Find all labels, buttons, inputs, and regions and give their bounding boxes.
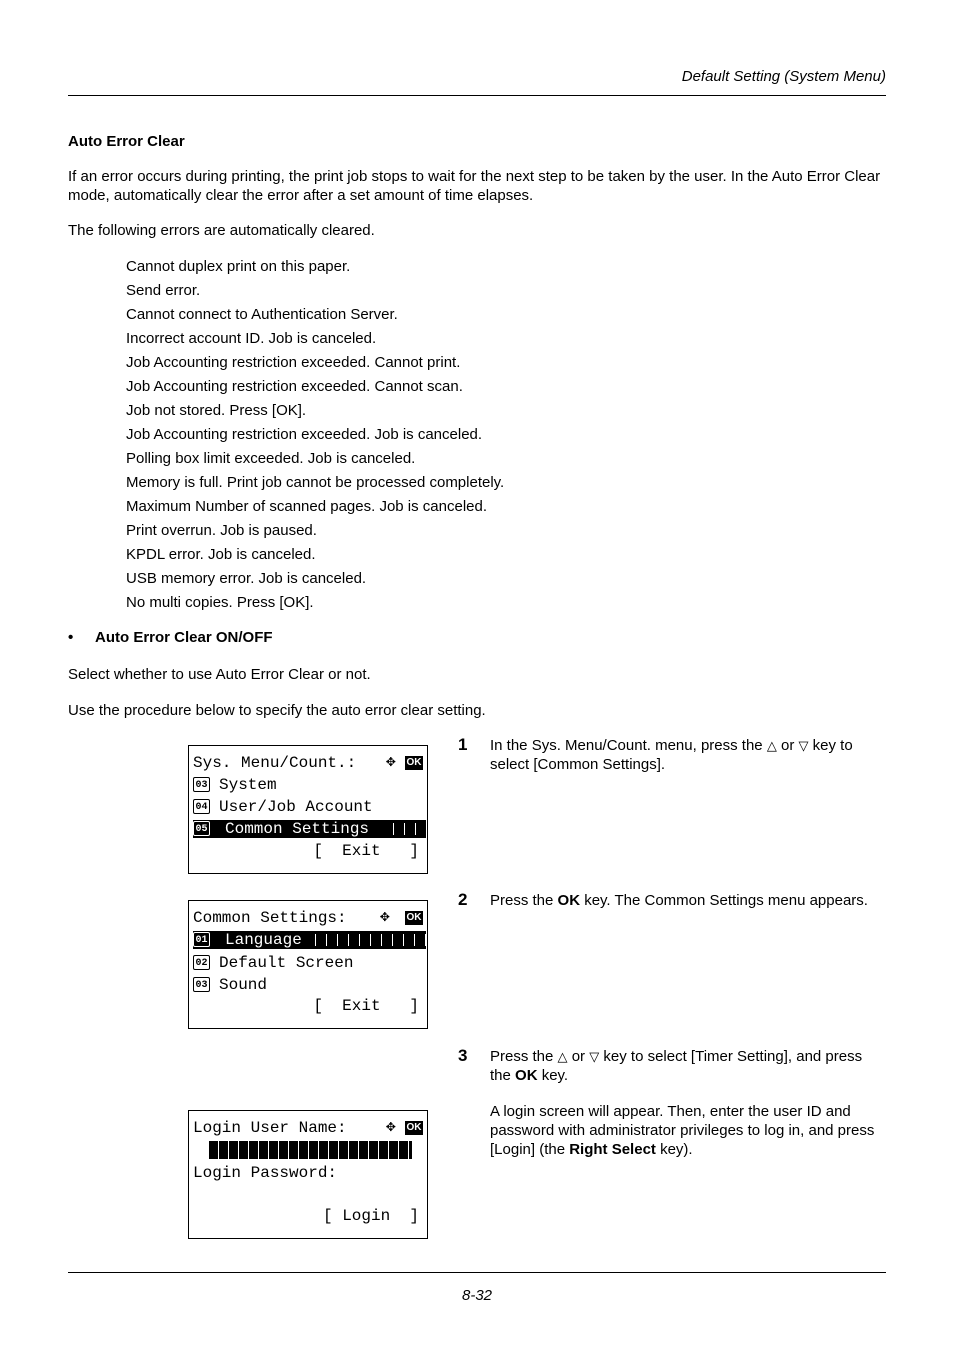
list-item: Cannot duplex print on this paper.: [126, 258, 351, 275]
menu-item: [193, 953, 353, 973]
step-text-part: or: [567, 1048, 590, 1065]
list-item: Maximum Number of scanned pages. Job is canceled.: [126, 498, 488, 515]
ok-icon: OK: [406, 1122, 422, 1133]
list-item: Send error.: [126, 282, 201, 299]
exit-softkey: [ Exit ]: [313, 842, 419, 860]
menu-item-selected: [193, 931, 426, 949]
step-text: [490, 891, 886, 910]
step-number: 3: [458, 1046, 468, 1065]
ok-icon: OK: [406, 912, 422, 923]
menu-item-selected: [193, 820, 426, 838]
step-text-bold: OK: [515, 1067, 538, 1084]
step-text: [490, 736, 886, 774]
menu-item-label: Default Screen: [219, 954, 354, 972]
cross-arrows-icon: ✥: [386, 753, 396, 771]
menu-item: [193, 975, 267, 995]
list-item: Job not stored. Press [OK].: [126, 402, 307, 419]
screen-title: Common Settings:: [193, 909, 347, 927]
menu-item-label: User/Job Account: [219, 798, 373, 816]
step-note-part: key).: [655, 1141, 693, 1158]
exit-softkey: [ Exit ]: [313, 997, 419, 1015]
item-number-icon: 04: [193, 799, 210, 814]
list-item: Job Accounting restriction exceeded. Job is canceled.: [126, 426, 483, 443]
select-paragraph: Select whether to use Auto Error Clear or not.: [68, 666, 371, 683]
step-text-part: Press the: [490, 1048, 558, 1065]
down-arrow-icon: ▽: [798, 738, 809, 753]
step-text-part: or: [776, 737, 799, 754]
list-item: KPDL error. Job is canceled.: [126, 546, 316, 563]
item-number-icon: 03: [193, 777, 210, 792]
menu-item-label: System: [219, 776, 277, 794]
item-number-icon: 01: [193, 932, 210, 947]
bullet-glyph: •: [68, 629, 74, 646]
header-rule: [68, 95, 886, 96]
ok-icon: OK: [406, 757, 422, 768]
step-text-part: key to select [Common Settings].: [490, 737, 853, 773]
highlight-segments: [315, 934, 426, 946]
list-item: Polling box limit exceeded. Job is canceled.: [126, 450, 416, 467]
step-number: 2: [458, 890, 468, 909]
lcd-screen-common-settings: [188, 900, 428, 1029]
password-label: Login Password:: [193, 1164, 338, 1182]
login-softkey: [ Login ]: [322, 1207, 419, 1225]
step-text-part: key.: [537, 1067, 569, 1084]
page-number: 8-32: [461, 1287, 493, 1304]
menu-item-label: Common Settings: [225, 820, 370, 838]
menu-item-label: Sound: [219, 976, 268, 994]
step-number: 1: [458, 735, 468, 754]
section-heading: Auto Error Clear: [68, 133, 185, 150]
subsection-heading: Auto Error Clear ON/OFF: [95, 629, 273, 646]
step-text-part: key to select [Timer Setting], and press the: [490, 1048, 863, 1084]
step-text-part: key. The Common Settings menu appears.: [580, 892, 868, 909]
following-paragraph: The following errors are automatically cleared.: [68, 222, 375, 239]
step-note-bold: Right Select: [569, 1141, 656, 1158]
list-item: Print overrun. Job is paused.: [126, 522, 317, 539]
down-arrow-icon: ▽: [589, 1049, 600, 1064]
username-input-field: [209, 1141, 412, 1159]
cross-arrows-icon: ✥: [386, 1118, 396, 1136]
step-text-part: Press the: [490, 892, 558, 909]
list-item: No multi copies. Press [OK].: [126, 594, 314, 611]
item-number-icon: 02: [193, 955, 210, 970]
list-item: Job Accounting restriction exceeded. Cannot scan.: [126, 378, 463, 395]
screen-title: Login User Name:: [193, 1119, 347, 1137]
screen-title: Sys. Menu/Count.:: [193, 754, 357, 772]
list-item: USB memory error. Job is canceled.: [126, 570, 367, 587]
menu-item-label: Language: [225, 931, 302, 949]
step-note: [490, 1102, 886, 1159]
intro-paragraph: If an error occurs during printing, the print job stops to wait for the next step to be taken by the user. In the Auto Error Clear mode, automatically clear the error after a set amount of time elapses.: [68, 168, 881, 204]
item-number-icon: 05: [193, 821, 210, 836]
running-header: Default Setting (System Menu): [681, 68, 886, 85]
highlight-segments: [393, 823, 426, 835]
procedure-paragraph: Use the procedure below to specify the auto error clear setting.: [68, 702, 486, 719]
step-note-part: A login screen will appear. Then, enter the user ID and password with administrator privileges to log in, and press [Login] (the: [490, 1103, 875, 1158]
list-item: Cannot connect to Authentication Server.: [126, 306, 398, 323]
cross-arrows-icon: ✥: [380, 908, 390, 926]
step-text-part: In the Sys. Menu/Count. menu, press the: [490, 737, 767, 754]
up-arrow-icon: △: [557, 1049, 568, 1064]
step-text-bold: OK: [557, 892, 581, 909]
up-arrow-icon: △: [766, 738, 777, 753]
list-item: Memory is full. Print job cannot be processed completely.: [126, 474, 505, 491]
menu-item: [193, 797, 373, 817]
lcd-screen-sys-menu: [188, 745, 428, 874]
step-text: [490, 1047, 886, 1085]
menu-item: [193, 775, 277, 795]
item-number-icon: 03: [193, 977, 210, 992]
list-item: Incorrect account ID. Job is canceled.: [126, 330, 377, 347]
list-item: Job Accounting restriction exceeded. Cannot print.: [126, 354, 461, 371]
lcd-screen-login: [188, 1110, 428, 1239]
footer-rule: [68, 1272, 886, 1273]
